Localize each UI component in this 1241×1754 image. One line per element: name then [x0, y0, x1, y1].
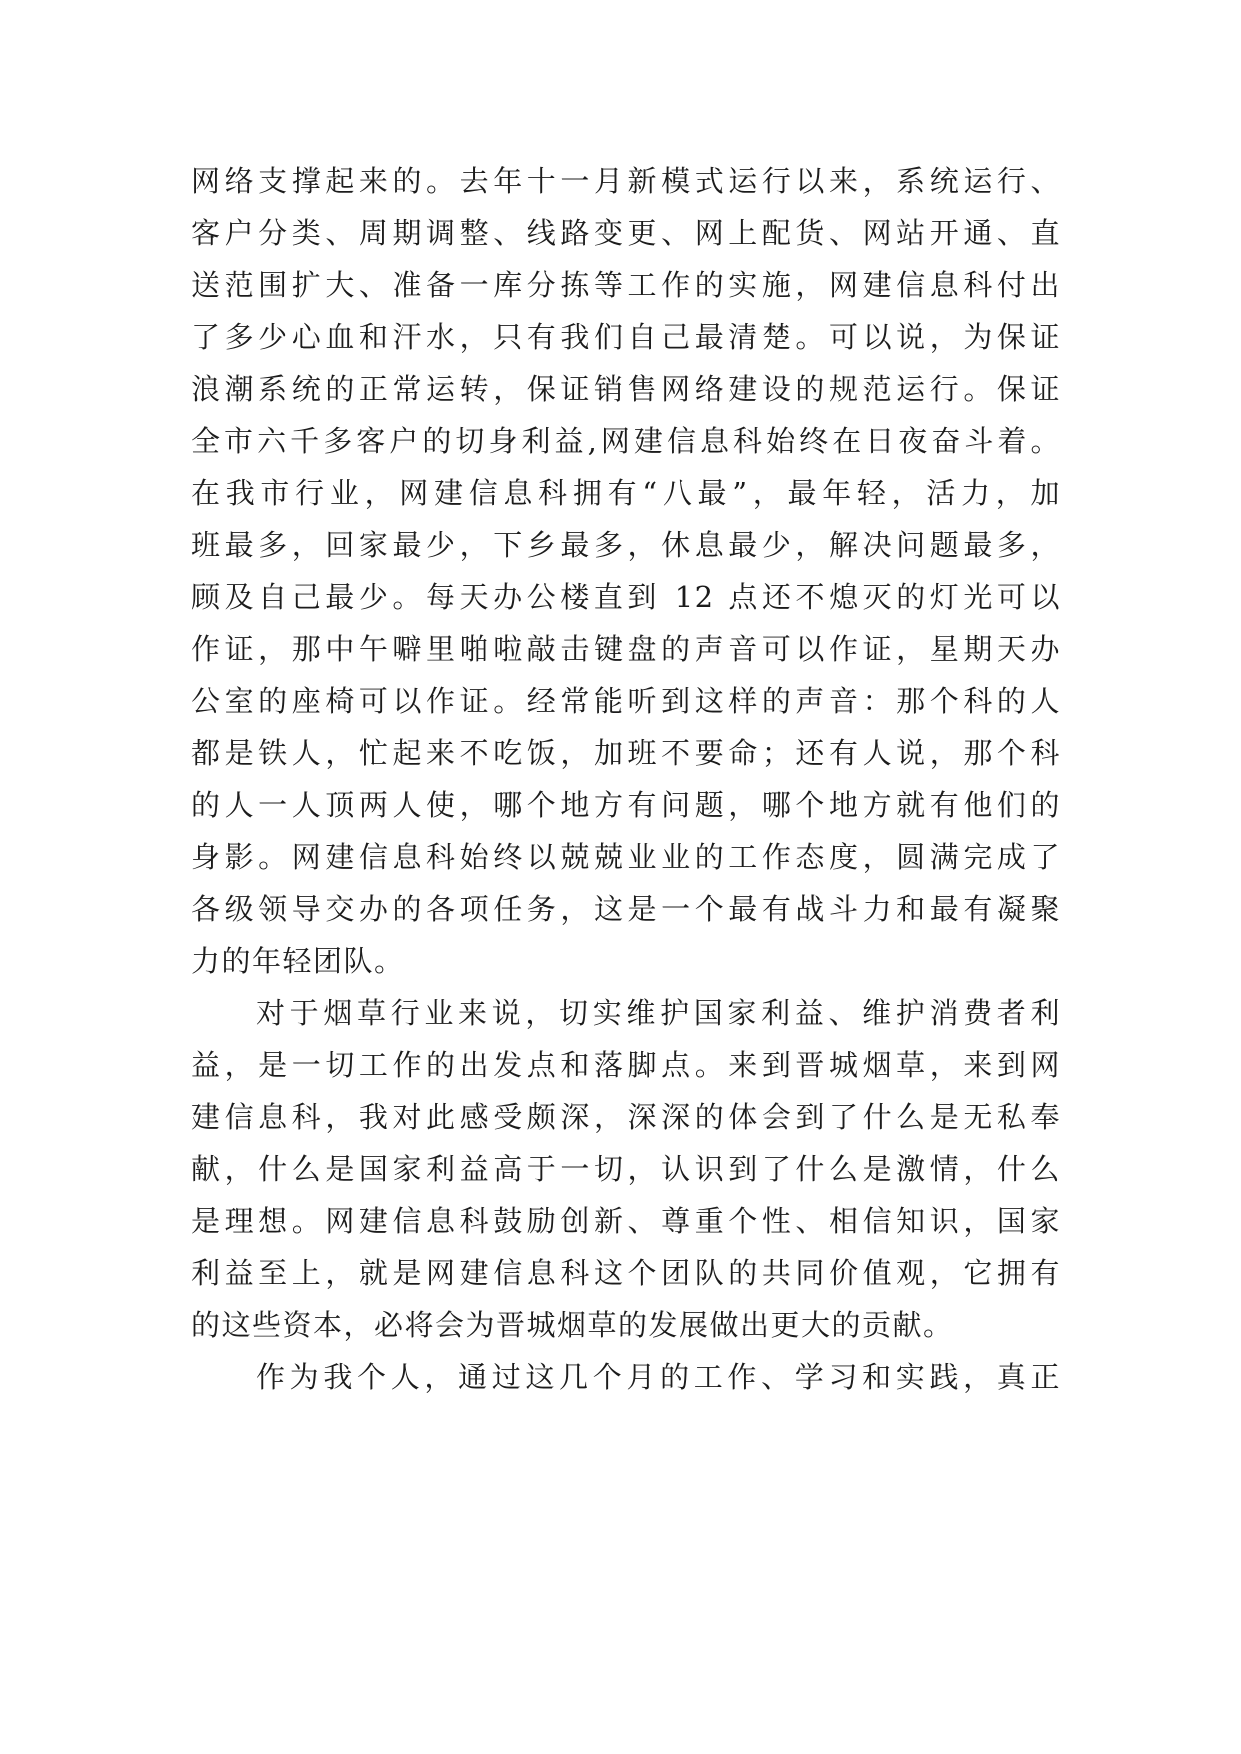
text-line: 的人一人顶两人使，哪个地方有问题，哪个地方就有他们的 — [191, 788, 1061, 822]
text-line: 献，什么是国家利益高于一切，认识到了什么是激情，什么 — [191, 1152, 1061, 1186]
text-line: 作为我个人，通过这几个月的工作、学习和实践，真正 — [256, 1360, 1061, 1394]
text-line: 在我市行业，网建信息科拥有“八最”，最年轻，活力，加 — [191, 476, 1061, 510]
text-line: 顾及自己最少。每天办公楼直到 12 点还不熄灭的灯光可以 — [191, 580, 1061, 614]
text-line: 对于烟草行业来说，切实维护国家利益、维护消费者利 — [256, 996, 1061, 1030]
text-line: 客户分类、周期调整、线路变更、网上配货、网站开通、直 — [191, 216, 1061, 250]
text-line: 各级领导交办的各项任务，这是一个最有战斗力和最有凝聚 — [191, 892, 1061, 926]
text-line: 利益至上，就是网建信息科这个团队的共同价值观，它拥有 — [191, 1256, 1061, 1290]
text-line: 浪潮系统的正常运转，保证销售网络建设的规范运行。保证 — [191, 372, 1061, 406]
text-line: 建信息科，我对此感受颇深，深深的体会到了什么是无私奉 — [191, 1100, 1061, 1134]
text-line: 身影。网建信息科始终以兢兢业业的工作态度，圆满完成了 — [191, 840, 1061, 874]
text-line: 益，是一切工作的出发点和落脚点。来到晋城烟草，来到网 — [191, 1048, 1061, 1082]
text-line: 的这些资本，必将会为晋城烟草的发展做出更大的贡献。 — [191, 1308, 954, 1342]
text-line: 网络支撑起来的。去年十一月新模式运行以来，系统运行、 — [191, 164, 1061, 198]
text-line: 是理想。网建信息科鼓励创新、尊重个性、相信知识，国家 — [191, 1204, 1061, 1238]
text-line: 全市六千多客户的切身利益,网建信息科始终在日夜奋斗着。 — [191, 424, 1061, 458]
text-line: 力的年轻团队。 — [191, 944, 405, 978]
document-body — [191, 155, 1061, 1403]
text-line: 了多少心血和汗水，只有我们自己最清楚。可以说，为保证 — [191, 320, 1061, 354]
paragraph-3 — [191, 1351, 1061, 1403]
text-line: 都是铁人，忙起来不吃饭，加班不要命；还有人说，那个科 — [191, 736, 1061, 770]
text-line: 公室的座椅可以作证。经常能听到这样的声音：那个科的人 — [191, 684, 1061, 718]
text-line: 班最多，回家最少，下乡最多，休息最少，解决问题最多， — [191, 528, 1061, 562]
text-line: 作证，那中午噼里啪啦敲击键盘的声音可以作证，星期天办 — [191, 632, 1061, 666]
paragraph-1 — [191, 155, 1061, 987]
paragraph-2 — [191, 987, 1061, 1351]
text-line: 送范围扩大、准备一库分拣等工作的实施，网建信息科付出 — [191, 268, 1061, 302]
